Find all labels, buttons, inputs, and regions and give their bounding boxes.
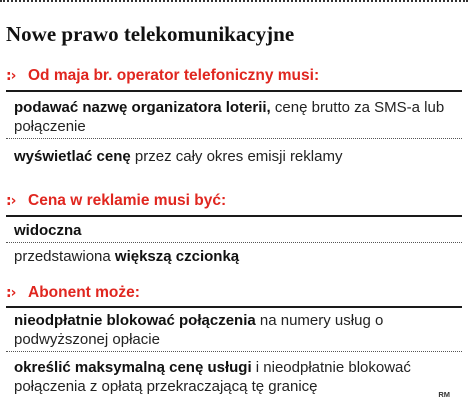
item-text: na numery usług o podwyższonej opłacie xyxy=(14,312,384,348)
section-marker-icon: :› xyxy=(6,68,16,84)
section-heading-price xyxy=(6,188,462,214)
top-dotted-border xyxy=(0,0,468,2)
item-text: i nieodpłatnie blokować połączenia z opłatą przekraczającą tę granicę xyxy=(14,359,411,395)
list-item xyxy=(14,98,454,136)
section-heading-label: Od maja br. operator telefoniczny musi: xyxy=(28,67,320,84)
author-credit: RM xyxy=(438,390,450,399)
section-marker-icon: :› xyxy=(6,285,16,301)
list-item xyxy=(14,247,454,266)
section-divider xyxy=(6,90,462,92)
item-emphasis: większą czcionką xyxy=(114,248,240,265)
section-heading-operator xyxy=(6,63,462,89)
item-divider xyxy=(6,242,462,243)
section-heading-label: Abonent może: xyxy=(28,284,140,301)
list-item xyxy=(14,147,454,166)
list-item xyxy=(14,311,454,349)
section-marker-icon: :› xyxy=(6,193,16,209)
section-divider xyxy=(6,215,462,217)
section-heading-label: Cena w reklamie musi być: xyxy=(28,192,227,209)
item-emphasis: podawać nazwę organizatora loterii, xyxy=(14,99,271,116)
section-divider xyxy=(6,306,462,308)
item-emphasis: widoczna xyxy=(14,222,82,239)
page-title: Nowe prawo telekomunikacyjne xyxy=(6,22,295,46)
item-emphasis: wyświetlać cenę xyxy=(14,148,131,165)
item-text: przez cały okres emisji reklamy xyxy=(130,148,343,165)
item-text: cenę brutto za SMS-a lub połączenie xyxy=(14,99,445,135)
item-divider xyxy=(6,351,462,352)
item-text: przedstawiona xyxy=(14,248,115,265)
section-heading-subscriber xyxy=(6,280,462,306)
list-item xyxy=(14,221,454,240)
item-emphasis: nieodpłatnie blokować połączenia xyxy=(14,312,256,329)
item-divider xyxy=(6,138,462,139)
item-emphasis: określić maksymalną cenę usługi xyxy=(14,359,252,376)
list-item xyxy=(14,358,454,396)
